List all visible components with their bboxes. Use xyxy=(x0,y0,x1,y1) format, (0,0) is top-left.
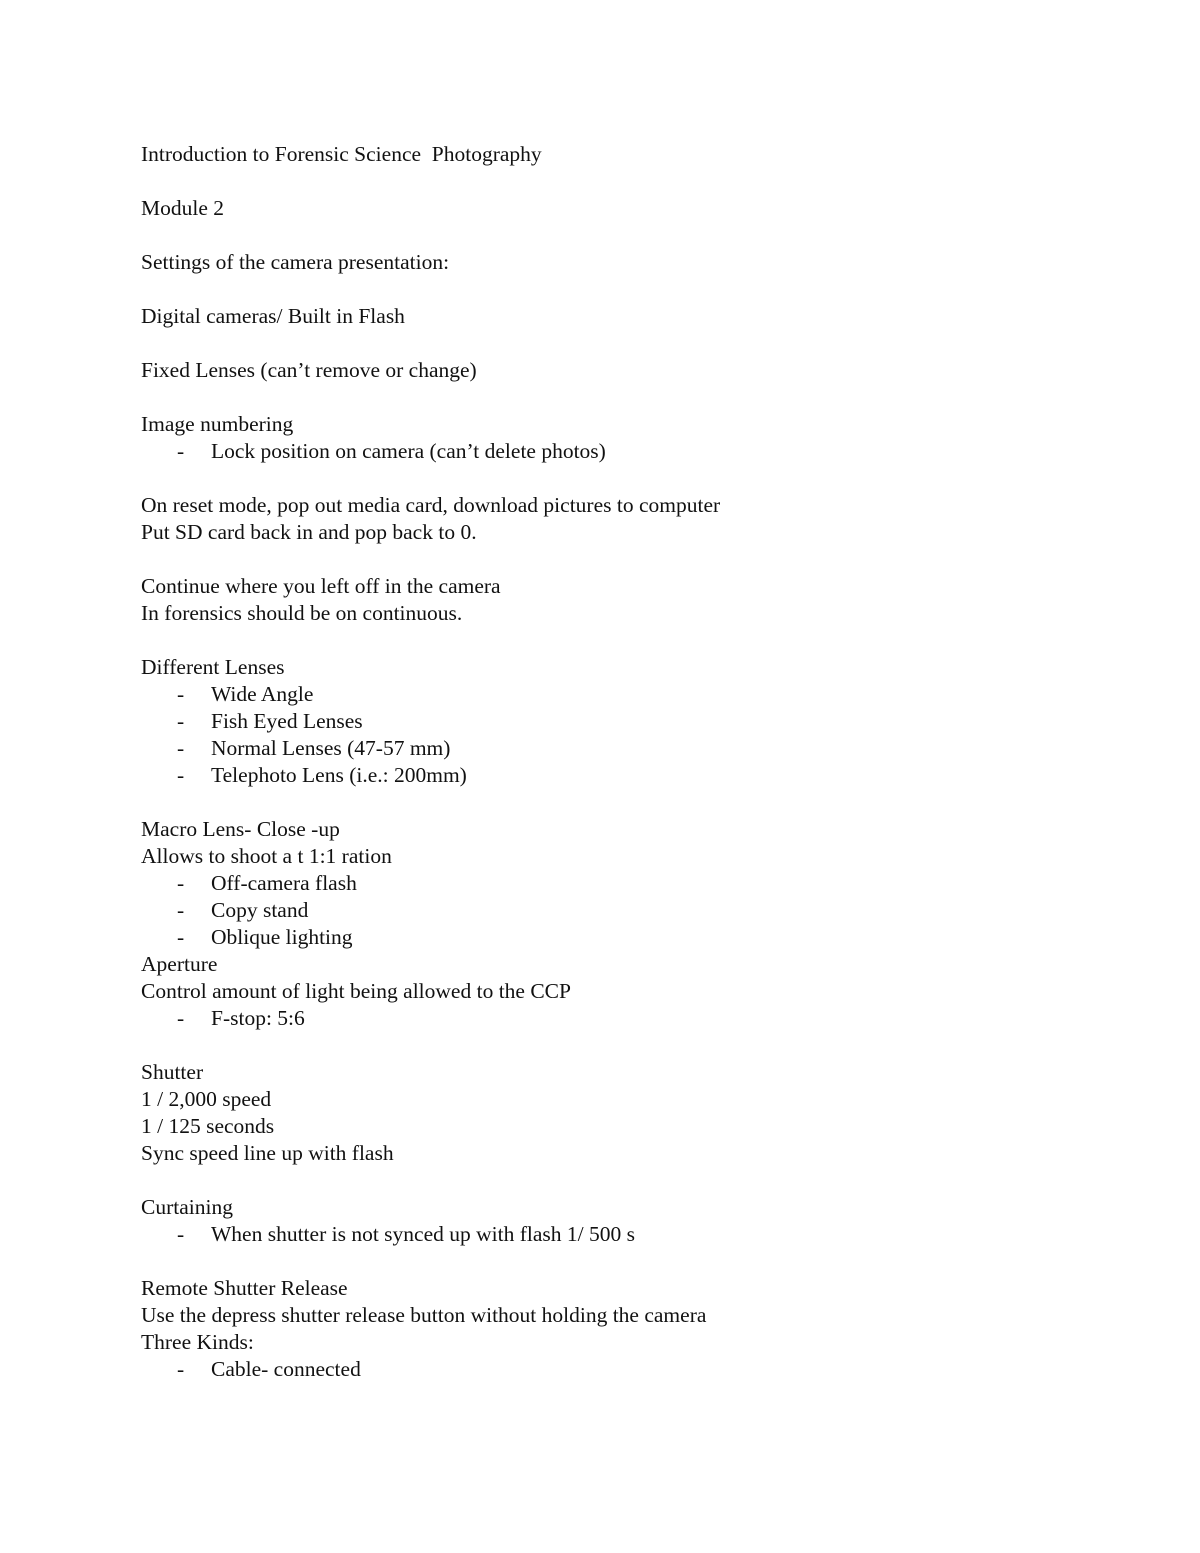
different-lenses-heading: Different Lenses xyxy=(141,655,285,679)
list-item xyxy=(141,897,1121,924)
bullet-dash: - xyxy=(177,925,185,949)
list-item-text: Cable- connected xyxy=(211,1357,361,1381)
list-item-text: F-stop: 5:6 xyxy=(211,1006,305,1030)
settings-heading: Settings of the camera presentation: xyxy=(141,250,450,274)
document-page xyxy=(141,141,1121,1383)
curtaining-heading: Curtaining xyxy=(141,1195,233,1219)
list-item xyxy=(141,438,1121,465)
spacer xyxy=(141,1248,1121,1275)
bullet-dash: - xyxy=(177,1222,185,1246)
digital-cameras-line: Digital cameras/ Built in Flash xyxy=(141,304,405,328)
bullet-dash: - xyxy=(177,736,185,760)
aperture-heading: Aperture xyxy=(141,952,218,976)
document-title: Introduction to Forensic Science Photography xyxy=(141,142,542,166)
image-numbering-heading: Image numbering xyxy=(141,412,294,436)
forensics-continuous-line: In forensics should be on continuous. xyxy=(141,601,463,625)
macro-lens-heading: Macro Lens- Close -up xyxy=(141,817,340,841)
shutter-seconds-line: 1 / 125 seconds xyxy=(141,1114,275,1138)
spacer xyxy=(141,465,1121,492)
continue-line: Continue where you left off in the camera xyxy=(141,574,501,598)
list-item xyxy=(141,1356,1121,1383)
list-item-text: Lock position on camera (can’t delete photos) xyxy=(211,439,606,463)
list-item xyxy=(141,924,1121,951)
spacer xyxy=(141,384,1121,411)
list-item xyxy=(141,681,1121,708)
list-item-text: Oblique lighting xyxy=(211,925,353,949)
spacer xyxy=(141,1032,1121,1059)
list-item xyxy=(141,1005,1121,1032)
list-item xyxy=(141,870,1121,897)
macro-ratio-line: Allows to shoot a t 1:1 ration xyxy=(141,844,392,868)
spacer xyxy=(141,546,1121,573)
three-kinds-line: Three Kinds: xyxy=(141,1330,254,1354)
list-item xyxy=(141,708,1121,735)
list-item-text: Wide Angle xyxy=(211,682,314,706)
remote-shutter-heading: Remote Shutter Release xyxy=(141,1276,348,1300)
bullet-dash: - xyxy=(177,709,185,733)
aperture-description: Control amount of light being allowed to the CCP xyxy=(141,979,571,1003)
list-item xyxy=(141,762,1121,789)
list-item xyxy=(141,1221,1121,1248)
list-item-text: Telephoto Lens (i.e.: 200mm) xyxy=(211,763,467,787)
list-item-text: Normal Lenses (47-57 mm) xyxy=(211,736,451,760)
list-item-text: When shutter is not synced up with flash 1/ 500 s xyxy=(211,1222,635,1246)
sd-card-line: Put SD card back in and pop back to 0. xyxy=(141,520,477,544)
bullet-dash: - xyxy=(177,763,185,787)
bullet-dash: - xyxy=(177,871,185,895)
list-item xyxy=(141,735,1121,762)
bullet-dash: - xyxy=(177,1357,185,1381)
bullet-dash: - xyxy=(177,898,185,922)
list-item-text: Copy stand xyxy=(211,898,309,922)
shutter-heading: Shutter xyxy=(141,1060,204,1084)
fixed-lenses-line: Fixed Lenses (can’t remove or change) xyxy=(141,358,477,382)
list-item-text: Off-camera flash xyxy=(211,871,357,895)
spacer xyxy=(141,1167,1121,1194)
shutter-speed-line: 1 / 2,000 speed xyxy=(141,1087,272,1111)
list-item-text: Fish Eyed Lenses xyxy=(211,709,363,733)
reset-mode-line: On reset mode, pop out media card, download pictures to computer xyxy=(141,493,721,517)
spacer xyxy=(141,330,1121,357)
remote-shutter-description: Use the depress shutter release button without holding the camera xyxy=(141,1303,707,1327)
spacer xyxy=(141,627,1121,654)
spacer xyxy=(141,789,1121,816)
spacer xyxy=(141,276,1121,303)
bullet-dash: - xyxy=(177,1006,185,1030)
spacer xyxy=(141,168,1121,195)
bullet-dash: - xyxy=(177,439,185,463)
spacer xyxy=(141,222,1121,249)
module-label: Module 2 xyxy=(141,196,225,220)
bullet-dash: - xyxy=(177,682,185,706)
sync-speed-line: Sync speed line up with flash xyxy=(141,1141,394,1165)
